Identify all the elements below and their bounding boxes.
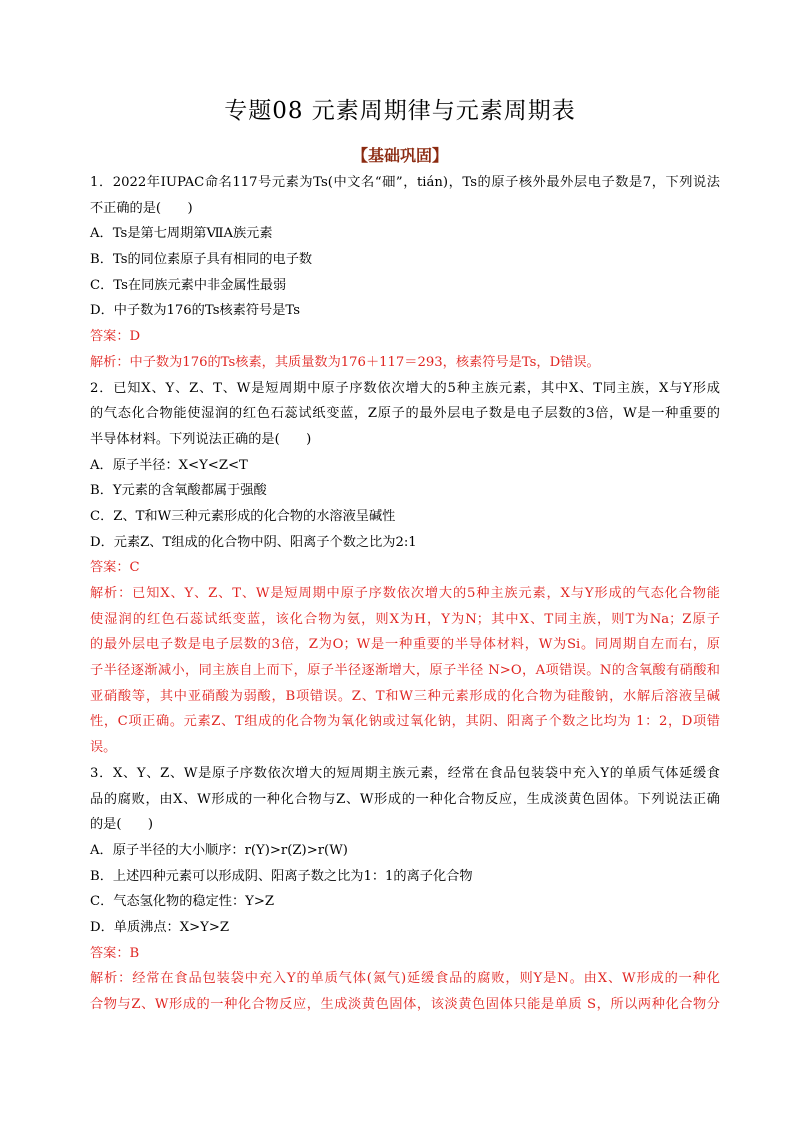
document-body (90, 170, 720, 1018)
option-a: A．原子半径的大小顺序：r(Y)>r(Z)>r(W) (90, 842, 348, 858)
question-stem: 半导体材料。下列说法正确的是( ) (90, 431, 312, 447)
section-heading: 【基础巩固】 (351, 146, 448, 165)
option-c: C．Ts在同族元素中非金属性最弱 (90, 277, 287, 293)
question-stem: 不正确的是( ) (90, 200, 193, 216)
explanation-line: 亚硝酸等，其中亚硝酸为弱酸，B项错误。Z、T和W三种元素形成的化合物为硅酸钠，水解后溶液呈碱 (90, 688, 720, 704)
question-stem: 的气态化合物能使湿润的红色石蕊试纸变蓝，Z原子的最外层电子数是电子层数的3倍，W是一种重要的 (90, 406, 720, 422)
option-a: A．Ts是第七周期第ⅦA族元素 (90, 226, 273, 242)
explanation-line: 性，C项正确。元素Z、T组成的化合物为氧化钠或过氧化钠，其阴、阳离子个数之比均为 1：2，D项错 (90, 714, 720, 730)
question-2 (90, 376, 720, 761)
question-stem: 1．2022年IUPAC命名117号元素为Ts(中文名“鿬”，tián)，Ts的原子核外最外层电子数是7，下列说法 (90, 175, 720, 190)
option-d: D．中子数为176的Ts核素符号是Ts (90, 303, 301, 319)
option-b: B．Y元素的含氧酸都属于强酸 (90, 483, 267, 499)
explanation-line: 使湿润的红色石蕊试纸变蓝，该化合物为氨，则X为H，Y为N；其中X、T同主族，则T为Na；Z原子 (90, 611, 720, 627)
option-c: C．气态氢化物的稳定性：Y>Z (90, 894, 275, 910)
answer: 答案：C (90, 560, 140, 576)
explanation-line: 解析：经常在食品包装袋中充入Y的单质气体(氮气)延缓食品的腐败，则Y是N。由X、W形成的一种化 (90, 971, 720, 987)
explanation-line: 合物与Z、W形成的一种化合物反应，生成淡黄色固体，该淡黄色固体只能是单质 S，所以两种化合物分 (90, 997, 720, 1012)
question-stem: 品的腐败，由X、W形成的一种化合物与Z、W形成的一种化合物反应，生成淡黄色固体。下列说法正确 (90, 791, 720, 807)
explanation-line: 的最外层电子数是电子层数的3倍，Z为O；W是一种重要的半导体材料，W为Si。同周期自左而右，原 (90, 637, 720, 653)
option-d: D．元素Z、T组成的化合物中阴、阳离子个数之比为2:1 (90, 534, 417, 550)
option-d: D．单质沸点：X>Y>Z (90, 919, 230, 935)
question-3 (90, 761, 720, 1018)
question-1 (90, 170, 720, 376)
explanation-line: 误。 (90, 740, 117, 756)
option-b: B．上述四种元素可以形成阴、阳离子数之比为1：1的离子化合物 (90, 868, 473, 884)
explanation-line: 子半径逐渐减小，同主族自上而下，原子半径逐渐增大，原子半径 N>O，A项错误。N的含氧酸有硝酸和 (90, 663, 720, 679)
explanation-line: 解析：已知X、Y、Z、T、W是短周期中原子序数依次增大的5种主族元素，X与Y形成的气态化合物能 (90, 586, 720, 601)
explanation-line: 解析：中子数为176的Ts核素，其质量数为176＋117＝293，核素符号是Ts，D错误。 (90, 354, 600, 370)
answer: 答案：D (90, 329, 141, 345)
answer: 答案：B (90, 945, 140, 961)
option-a: A．原子半径：X<Y<Z<T (90, 457, 248, 473)
question-stem: 3．X、Y、Z、W是原子序数依次增大的短周期主族元素，经常在食品包装袋中充入Y的单质气体延缓食 (90, 765, 720, 781)
question-stem: 的是( ) (90, 817, 154, 833)
option-c: C．Z、T和W三种元素形成的化合物的水溶液呈碱性 (90, 508, 396, 524)
question-stem: 2．已知X、Y、Z、T、W是短周期中原子序数依次增大的5种主族元素，其中X、T同主族，X与Y形成 (90, 380, 720, 396)
option-b: B．Ts的同位素原子具有相同的电子数 (90, 252, 313, 268)
document-title: 专题08 元素周期律与元素周期表 (224, 98, 576, 124)
